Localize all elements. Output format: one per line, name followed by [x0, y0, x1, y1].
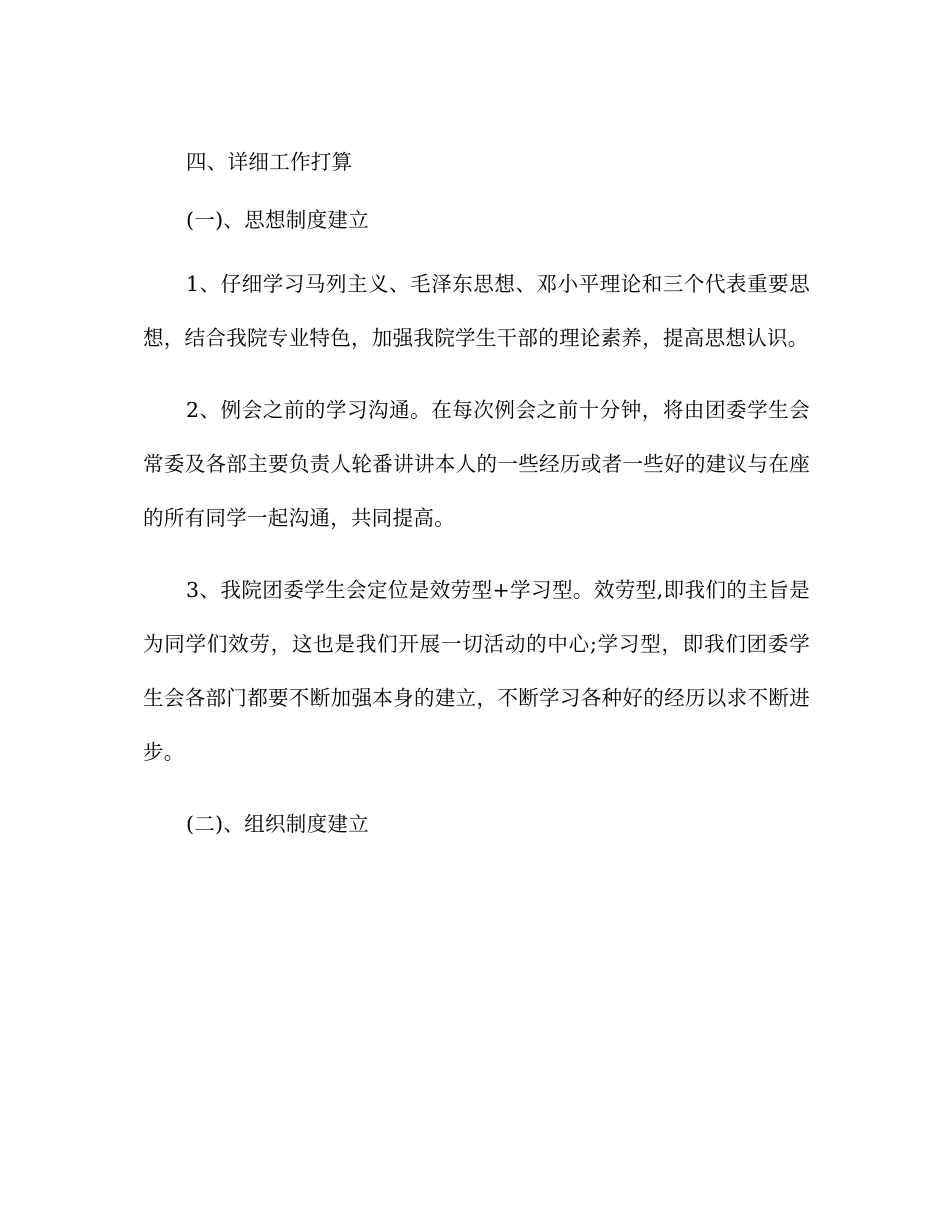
paragraph-2: 2、例会之前的学习沟通。在每次例会之前十分钟，将由团委学生会常委及各部主要负责人轮番讲讲本人的一些经历或者一些好的建议与在座的所有同学一起沟通，共同提高。 — [143, 398, 810, 530]
subsection-title-ideology: (一)、思想制度建立 — [186, 208, 369, 232]
document-body — [143, 135, 810, 851]
paragraph-1: 1、仔细学习马列主义、毛泽东思想、邓小平理论和三个代表重要思想，结合我院专业特色，加强我院学生干部的理论素养，提高思想认识。 — [143, 272, 810, 350]
section-title: 四、详细工作打算 — [186, 150, 353, 174]
paragraph-3: 3、我院团委学生会定位是效劳型+学习型。效劳型,即我们的主旨是为同学们效劳，这也是我们开展一切活动的中心;学习型，即我们团委学生会各部门都要不断加强本身的建立，不断学习各种好的经历以求不断进步。 — [143, 578, 810, 764]
subsection-title-organization: (二)、组织制度建立 — [186, 812, 369, 836]
